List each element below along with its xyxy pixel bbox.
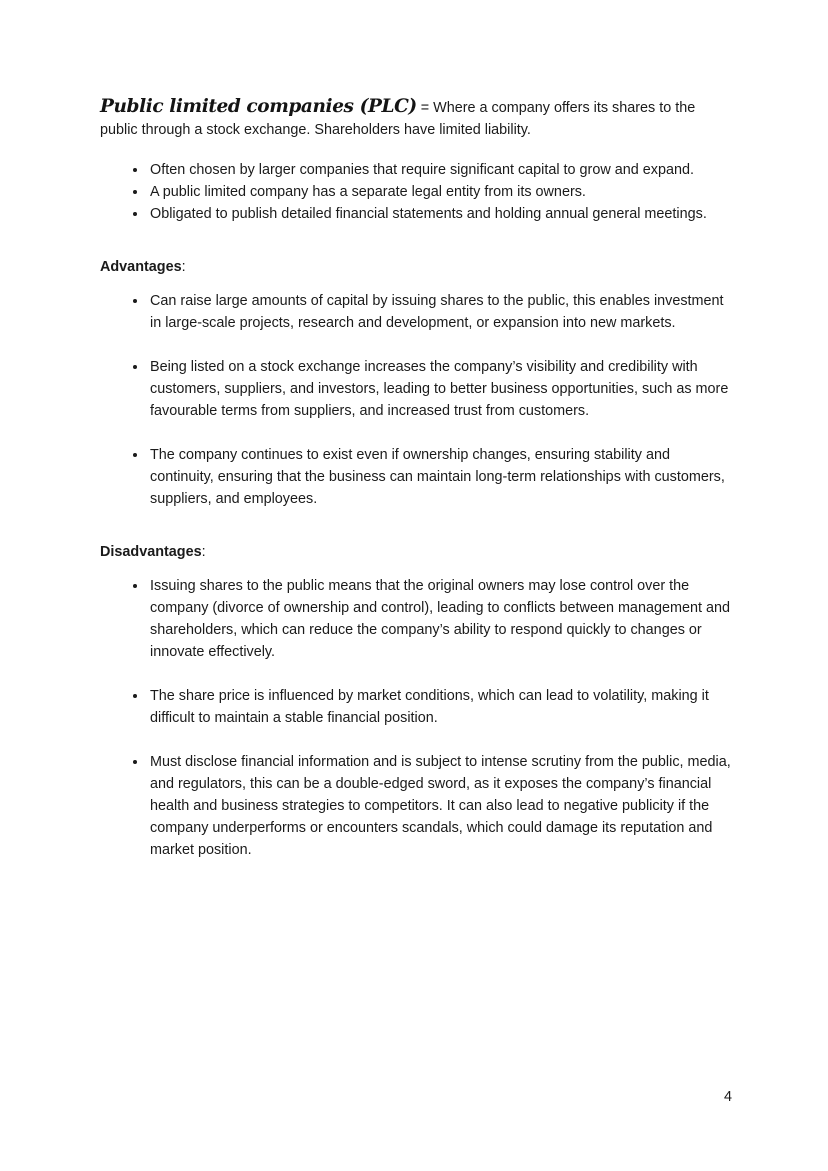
list-item: Often chosen by larger companies that require significant capital to grow and expand. bbox=[100, 159, 732, 181]
list-item: Must disclose financial information and is subject to intense scrutiny from the public, media, and regulators, this can be a double-edged sword, as it exposes the company’s financial health and business strategies to competitors. It can also lead to negative publicity if the company underperforms or encounters scandals, which could damage its reputation and market position. bbox=[100, 751, 732, 861]
list-item: Can raise large amounts of capital by issuing shares to the public, this enables investment in large-scale projects, research and development, or expansion into new markets. bbox=[100, 290, 732, 334]
spacer bbox=[100, 278, 732, 290]
disadvantages-list bbox=[100, 575, 732, 861]
advantages-list bbox=[100, 290, 732, 510]
list-item: The company continues to exist even if ownership changes, ensuring stability and continuity, ensuring that the business can maintain long-term relationships with customers, suppliers, and employees. bbox=[100, 444, 732, 510]
advantages-heading-label: Advantages bbox=[100, 259, 182, 275]
list-item: The share price is influenced by market conditions, which can lead to volatility, making it difficult to maintain a stable financial position. bbox=[100, 685, 732, 729]
page-content bbox=[100, 96, 732, 1105]
list-item: Obligated to publish detailed financial statements and holding annual general meetings. bbox=[100, 203, 732, 225]
list-item: Issuing shares to the public means that the original owners may lose control over the company (divorce of ownership and control), leading to conflicts between management and shareholders, which can reduce the company’s ability to respond quickly to changes or innovate effectively. bbox=[100, 575, 732, 663]
intro-definition: = Where a company offers its shares to the public through a stock exchange. Shareholders have limited liability. bbox=[100, 100, 696, 138]
spacer bbox=[100, 563, 732, 575]
spacer bbox=[100, 510, 732, 541]
disadvantages-heading bbox=[100, 541, 732, 563]
list-item: A public limited company has a separate legal entity from its owners. bbox=[100, 181, 732, 203]
disadvantages-heading-label: Disadvantages bbox=[100, 544, 202, 560]
intro-paragraph bbox=[100, 96, 732, 141]
spacer bbox=[100, 225, 732, 256]
spacer bbox=[100, 141, 732, 159]
disadvantages-heading-colon: : bbox=[201, 544, 206, 560]
intro-bullet-list bbox=[100, 159, 732, 225]
page-title: Public limited companies (PLC) bbox=[100, 96, 417, 117]
advantages-heading-colon: : bbox=[181, 259, 186, 275]
list-item: Being listed on a stock exchange increases the company’s visibility and credibility with customers, suppliers, and investors, leading to better business opportunities, such as more favourable terms from suppliers, and increased trust from customers. bbox=[100, 356, 732, 422]
advantages-heading bbox=[100, 256, 732, 278]
page-number: 4 bbox=[723, 1089, 732, 1105]
